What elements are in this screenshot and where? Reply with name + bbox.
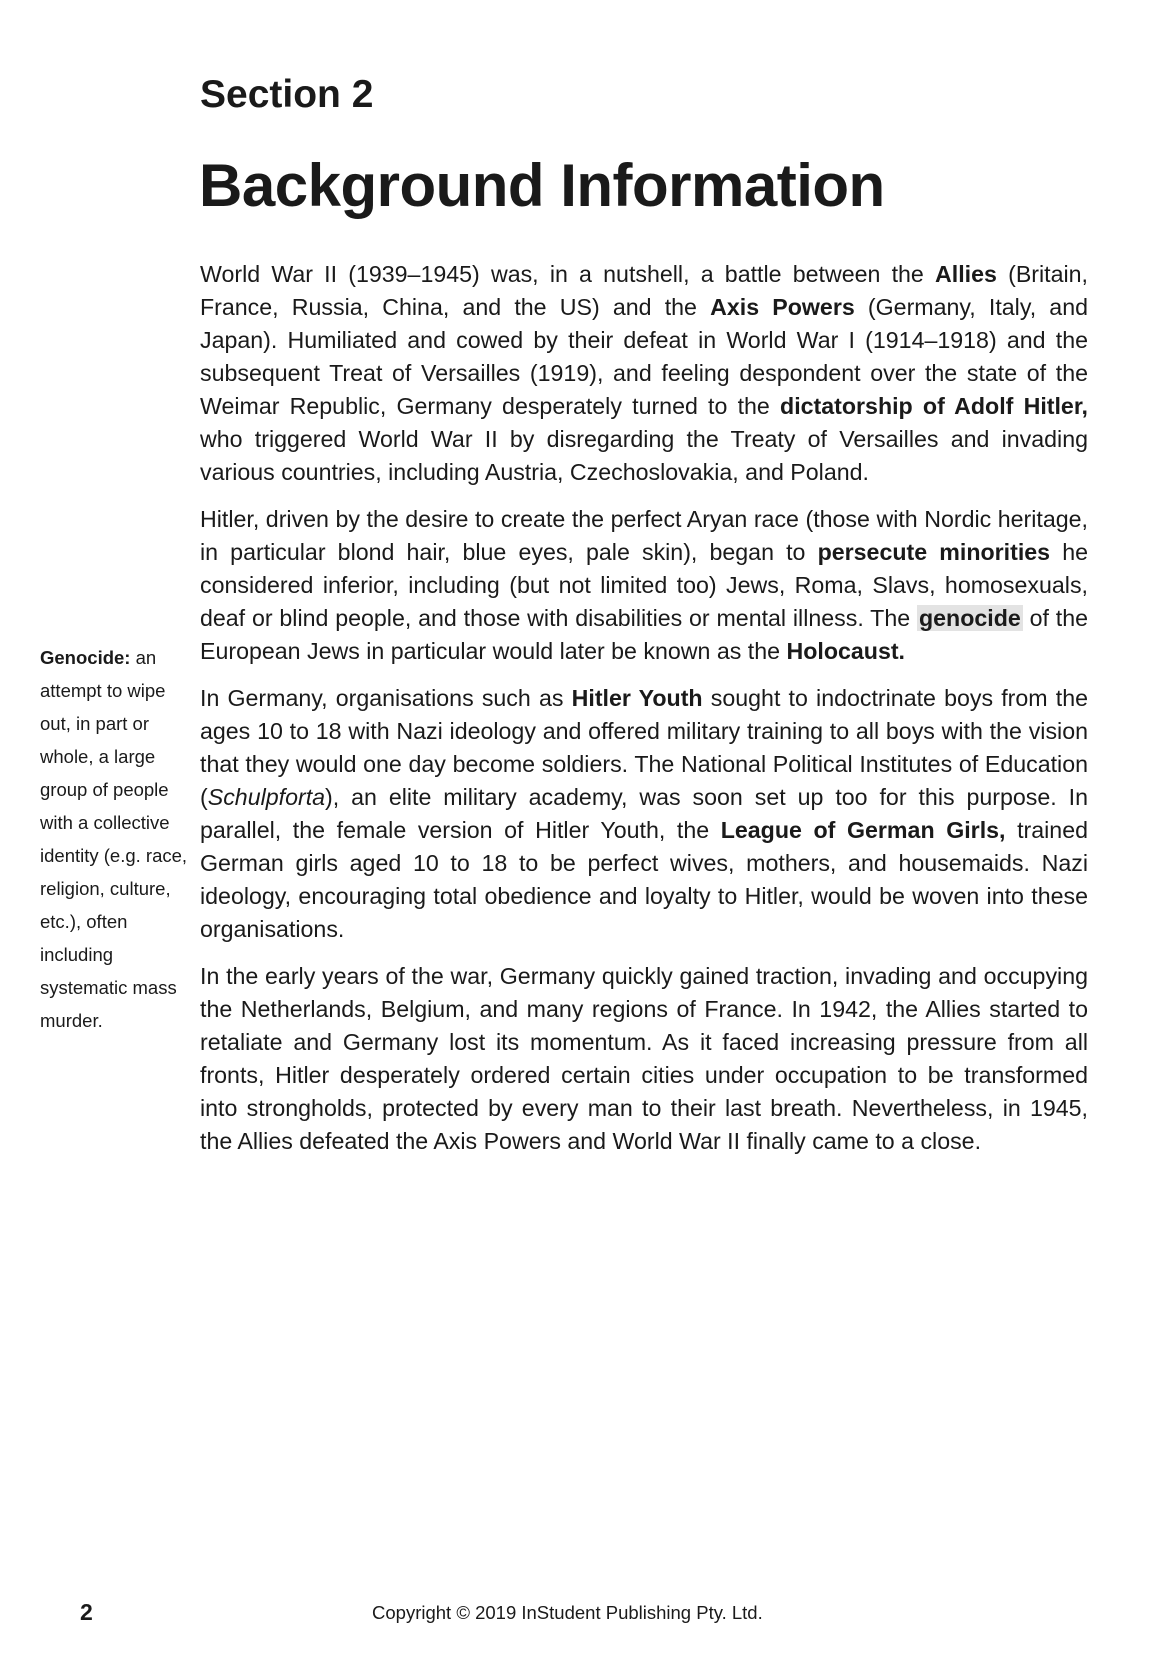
text-run: who triggered World War II by disregarding the Treaty of Versailles and invading various countries, including Austria, Czechoslovakia, and Poland. bbox=[200, 426, 1088, 485]
term-persecute-minorities: persecute minorities bbox=[817, 539, 1051, 565]
term-hitler-youth: Hitler Youth bbox=[571, 685, 703, 711]
sidebar-definition bbox=[40, 641, 188, 1037]
text-run: sought to indoctrinate boys from the ages 10 to 18 with Nazi ideology and offered military training to all boys with the vision that they would one day become soldiers. The National Political Institutes of Education ( bbox=[200, 685, 1088, 810]
text-run: ), an elite military academy, was soon set up too for this purpose. In parallel, the female version of Hitler Youth, the bbox=[200, 784, 1088, 843]
text-run: of the European Jews in particular would later be known as the bbox=[200, 605, 1088, 664]
term-allies: Allies bbox=[935, 261, 997, 287]
text-run: In the early years of the war, Germany quickly gained traction, invading and occupying the Netherlands, Belgium, and many regions of France. In 1942, the Allies started to retaliate and Germany lost its momentum. As it faced increasing pressure from all fronts, Hitler desperately ordered certain cities under occupation to be transformed into strongholds, protected by every man to their last breath. Nevertheless, in 1945, the Allies defeated the Axis Powers and World War II finally came to a close. bbox=[200, 963, 1088, 1154]
text-run: (Britain, France, Russia, China, and the US) and the bbox=[200, 261, 1088, 320]
sidebar-definition-text: an attempt to wipe out, in part or whole, a large group of people with a collective identity (e.g. race, religion, culture, etc.), often including systematic mass murder. bbox=[40, 647, 188, 1031]
text-run: trained German girls aged 10 to 18 to be perfect wives, mothers, and housemaids. Nazi ideology, encouraging total obedience and loyalty to Hitler, would be woven into these organisations. bbox=[200, 817, 1088, 942]
text-run: (Germany, Italy, and Japan). Humiliated and cowed by their defeat in World War I (1914–1918) and the subsequent Treat of Versailles (1919), and feeling despondent over the state of the Weimar Republic, Germany desperately turned to the bbox=[200, 294, 1088, 419]
copyright-notice: Copyright © 2019 InStudent Publishing Pty. Ltd. bbox=[372, 1602, 763, 1623]
text-run: he considered inferior, including (but not limited too) Jews, Roma, Slavs, homosexuals, deaf or blind people, and those with disabilities or mental illness. The bbox=[200, 539, 1088, 631]
sidebar-term: Genocide: bbox=[40, 647, 131, 668]
glossary-term-genocide: genocide bbox=[918, 605, 1021, 631]
term-schulpforta: Schulpforta bbox=[207, 784, 326, 810]
text-run: Hitler, driven by the desire to create the perfect Aryan race (those with Nordic heritage, in particular blond hair, blue eyes, pale skin), began to bbox=[200, 506, 1088, 565]
paragraph bbox=[200, 503, 1088, 668]
paragraph bbox=[200, 682, 1088, 946]
text-run: World War II (1939–1945) was, in a nutshell, a battle between the bbox=[200, 261, 936, 287]
term-dictatorship: dictatorship of Adolf Hitler, bbox=[780, 393, 1089, 419]
term-holocaust: Holocaust. bbox=[786, 638, 905, 664]
text-run: In Germany, organisations such as bbox=[200, 685, 572, 711]
paragraph bbox=[200, 258, 1088, 489]
body-text bbox=[200, 258, 1088, 1172]
page-title: Background Information bbox=[199, 152, 885, 219]
section-label: Section 2 bbox=[200, 73, 374, 116]
paragraph bbox=[200, 960, 1088, 1158]
term-axis-powers: Axis Powers bbox=[710, 294, 855, 320]
page-number: 2 bbox=[80, 1599, 93, 1625]
term-league-of-german-girls: League of German Girls, bbox=[720, 817, 1006, 843]
